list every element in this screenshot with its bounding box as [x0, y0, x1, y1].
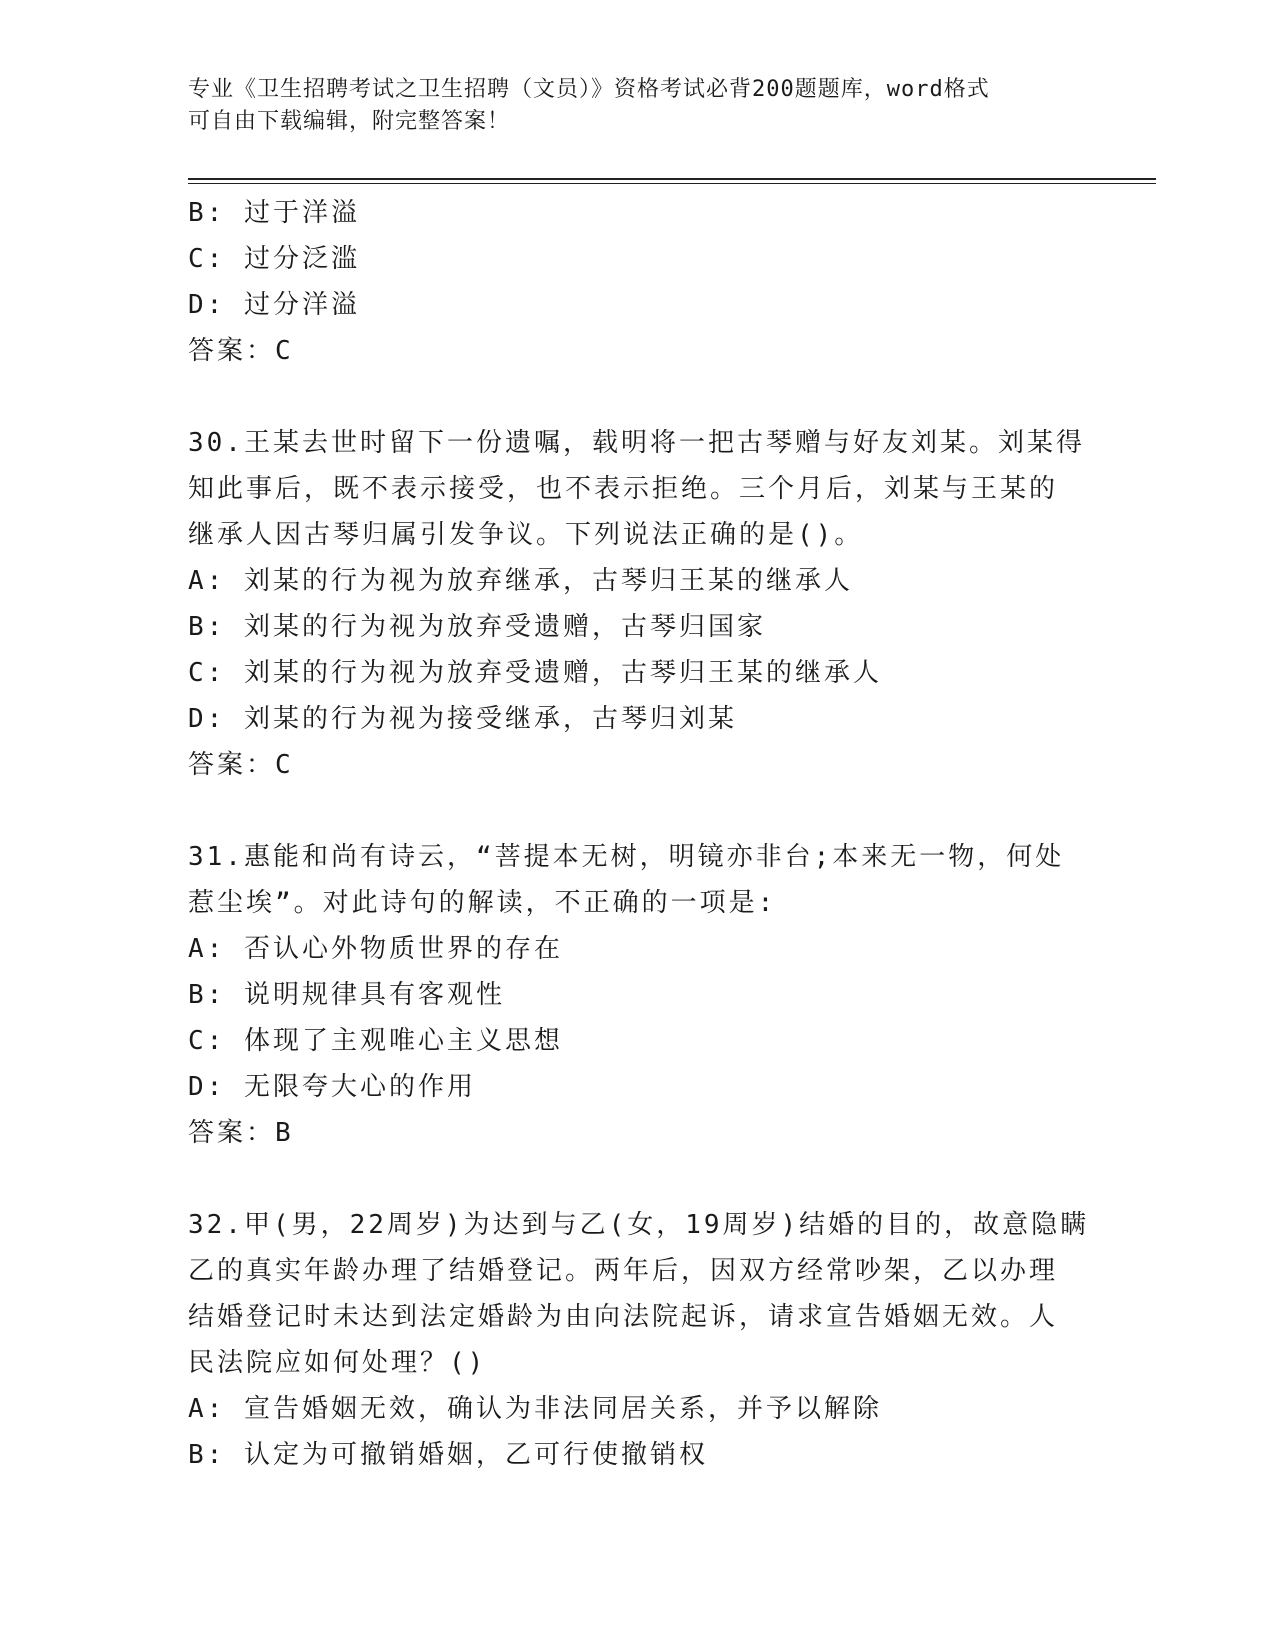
document-header	[188, 74, 1088, 138]
header-divider	[188, 178, 1156, 180]
header-title-line-2: 可自由下载编辑，附完整答案！	[188, 109, 511, 134]
answer: 答案：B	[188, 1118, 294, 1148]
question-31	[188, 834, 1088, 1156]
question-text: 民法院应如何处理？()	[188, 1348, 487, 1378]
option-c: C: 体现了主观唯心主义思想	[188, 1026, 563, 1056]
question-list	[188, 190, 1088, 1478]
question-text: 继承人因古琴归属引发争议。下列说法正确的是()。	[188, 520, 864, 550]
option-d: D: 无限夸大心的作用	[188, 1072, 476, 1102]
question-text: 30.王某去世时留下一份遗嘱，载明将一把古琴赠与好友刘某。刘某得	[188, 428, 1085, 458]
option-a: A: 刘某的行为视为放弃继承，古琴归王某的继承人	[188, 566, 853, 596]
option-b: B: 过于洋溢	[188, 198, 360, 228]
answer: 答案：C	[188, 336, 294, 366]
question-text: 乙的真实年龄办理了结婚登记。两年后，因双方经常吵架，乙以办理	[188, 1256, 1059, 1286]
option-c: C: 过分泛滥	[188, 244, 360, 274]
option-b: B: 刘某的行为视为放弃受遗赠，古琴归国家	[188, 612, 766, 642]
answer: 答案：C	[188, 750, 294, 780]
spacer	[188, 374, 1088, 420]
question-text: 31.惠能和尚有诗云，“菩提本无树，明镜亦非台;本来无一物，何处	[188, 842, 1065, 872]
option-d: D: 过分洋溢	[188, 290, 360, 320]
option-c: C: 刘某的行为视为放弃受遗赠，古琴归王某的继承人	[188, 658, 882, 688]
question-text: 结婚登记时未达到法定婚龄为由向法院起诉，请求宣告婚姻无效。人	[188, 1302, 1059, 1332]
spacer	[188, 788, 1088, 834]
question-32	[188, 1202, 1088, 1478]
option-b: B: 认定为可撤销婚姻，乙可行使撤销权	[188, 1440, 708, 1470]
option-a: A: 宣告婚姻无效，确认为非法同居关系，并予以解除	[188, 1394, 882, 1424]
question-text: 知此事后，既不表示接受，也不表示拒绝。三个月后，刘某与王某的	[188, 474, 1059, 504]
header-divider-thin	[188, 183, 1156, 184]
option-d: D: 刘某的行为视为接受继承，古琴归刘某	[188, 704, 737, 734]
question-text: 32.甲(男，22周岁)为达到与乙(女，19周岁)结婚的目的，故意隐瞒	[188, 1210, 1090, 1240]
header-title-line-1: 专业《卫生招聘考试之卫生招聘（文员）》资格考试必背200题题库，word格式	[188, 77, 990, 102]
question-29-tail	[188, 190, 1088, 374]
spacer	[188, 1156, 1088, 1202]
question-30	[188, 420, 1088, 788]
option-b: B: 说明规律具有客观性	[188, 980, 505, 1010]
option-a: A: 否认心外物质世界的存在	[188, 934, 563, 964]
question-text: 惹尘埃”。对此诗句的解读，不正确的一项是:	[188, 888, 777, 918]
